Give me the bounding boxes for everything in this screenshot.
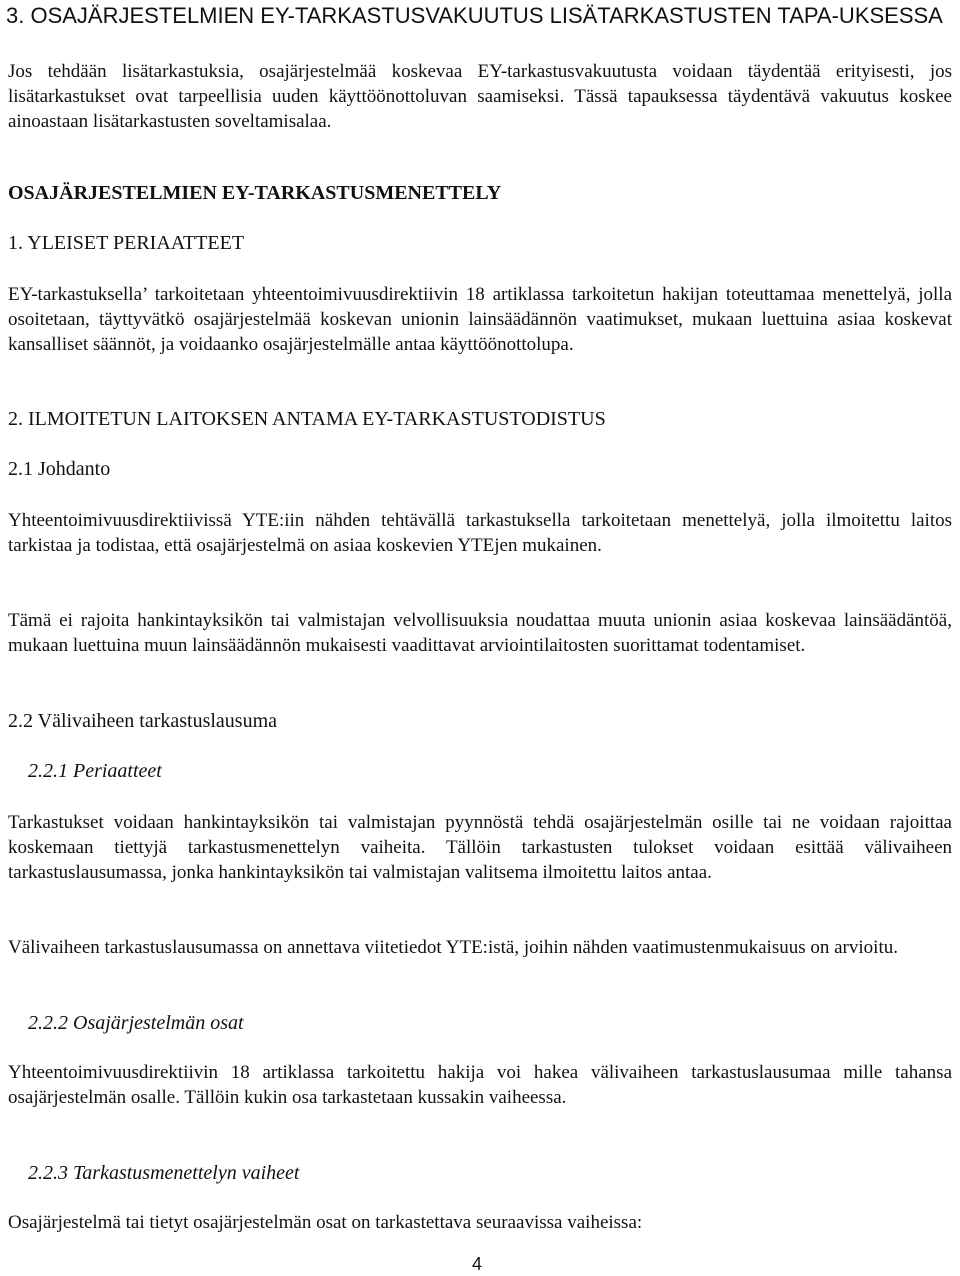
paragraph-2-2-3: Osajärjestelmä tai tietyt osajärjestelmän osat on tarkastettava seuraavissa vaiheissa: — [8, 1212, 643, 1233]
heading-2-2-3: 2.2.3 Tarkastusmenettelyn vaiheet — [28, 1162, 300, 1184]
heading-2-1: 2.1 Johdanto — [8, 458, 111, 480]
section-heading-3: 3. OSAJÄRJESTELMIEN EY-TARKASTUSVAKUUTUS LISÄTARKASTUSTEN TAPA-UKSESSA — [6, 3, 943, 28]
heading-2-2-1: 2.2.1 Periaatteet — [28, 760, 162, 782]
page-number: 4 — [472, 1254, 483, 1274]
paragraph-2-2-1-a: Tarkastukset voidaan hankintayksikön tai valmistajan pyynnöstä tehdä osajärjestelmän osille tai ne voidaan rajoittaa koskemaan tiettyjä tarkastusmenettelyn vaiheita. Tällöin tarkastusten tulokset voidaan esittää välivaiheen tarkastuslausumassa, jonka hankintayksikön tai valmistajan valitsema ilmoitettu laitos antaa. — [8, 812, 952, 883]
paragraph-2-1-b: Tämä ei rajoita hankintayksikön tai valmistajan velvollisuuksia noudattaa muuta unionin asiaa koskevaa lainsäädäntöä, mukaan luettuina muun lainsäädännön mukaisesti vaadittavat arviointilaitosten suorittamat todentamiset. — [8, 610, 952, 656]
paragraph-2-2-2: Yhteentoimivuusdirektiivin 18 artiklassa tarkoitettu hakija voi hakea välivaiheen tarkastuslausumaa mille tahansa osajärjestelmän osalle. Tällöin kukin osa tarkastetaan kussakin vaiheessa. — [8, 1062, 952, 1108]
paragraph-1: EY-tarkastuksella’ tarkoitetaan yhteentoimivuusdirektiivin 18 artiklassa tarkoitetun hakijan toteuttamaa menettelyä, jolla osoitetaan, täyttyvätkö osajärjestelmää koskevan unionin lainsäädännön vaatimukset, mukaan luettuina asiaa koskevat kansalliset säännöt, ja voidaanko osajärjestelmälle antaa käyttöönottolupa. — [8, 284, 952, 355]
heading-2: 2. ILMOITETUN LAITOKSEN ANTAMA EY-TARKASTUSTODISTUS — [8, 408, 606, 430]
paragraph-2-1-a: Yhteentoimivuusdirektiivissä YTE:iin nähden tehtävällä tarkastuksella tarkoitetaan menettelyä, jolla ilmoitettu laitos tarkistaa ja todistaa, että osajärjestelmä on asiaa koskevien YTEjen mukainen. — [8, 510, 952, 556]
heading-2-2-2: 2.2.2 Osajärjestelmän osat — [28, 1012, 244, 1034]
heading-2-2: 2.2 Välivaiheen tarkastuslausuma — [8, 710, 278, 732]
heading-1: 1. YLEISET PERIAATTEET — [8, 232, 245, 254]
paragraph-intro: Jos tehdään lisätarkastuksia, osajärjestelmää koskevaa EY-tarkastusvakuutusta voidaan täydentää erityisesti, jos lisätarkastukset ovat tarpeellisia uuden käyttöönottoluvan saamiseksi. Tässä tapauksessa täydentävä vakuutus koskee ainoastaan lisätarkastusten soveltamisalaa. — [8, 61, 952, 132]
procedure-heading: OSAJÄRJESTELMIEN EY-TARKASTUSMENETTELY — [8, 182, 502, 204]
paragraph-2-2-1-b: Välivaiheen tarkastuslausumassa on annettava viitetiedot YTE:istä, joihin nähden vaatimustenmukaisuus on arvioitu. — [8, 937, 898, 958]
